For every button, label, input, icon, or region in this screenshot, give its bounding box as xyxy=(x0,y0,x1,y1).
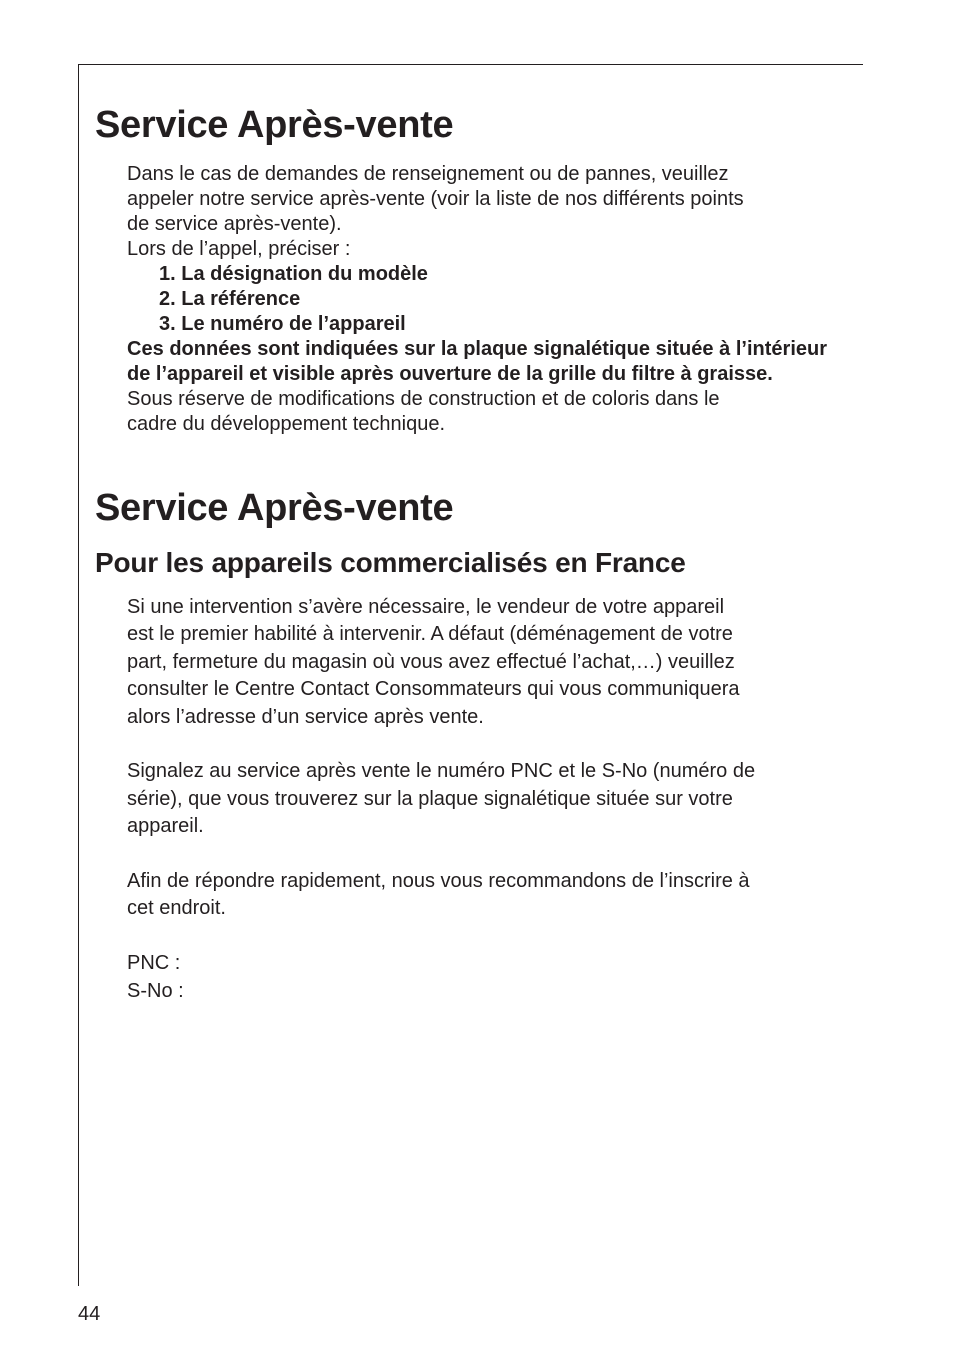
page-number: 44 xyxy=(78,1303,101,1325)
text-line: est le premier habilité à intervenir. A défaut (déménagement de votre xyxy=(127,623,733,646)
page-frame-left-rule xyxy=(78,64,79,1286)
text-line: appareil. xyxy=(127,815,204,838)
section2-subtitle: Pour les appareils commercialisés en France xyxy=(95,547,686,578)
text-line: consulter le Centre Contact Consommateurs qui vous communiquera xyxy=(127,678,740,701)
rating-plate-note: Ces données sont indiquées sur la plaque signalétique située à l’intérieur de l’appareil et visible après ouverture de la grille du filtre à graisse. xyxy=(127,338,827,385)
text-line: cet endroit. xyxy=(127,897,226,920)
text-line: Afin de répondre rapidement, nous vous recommandons de l’inscrire à xyxy=(127,870,750,893)
pnc-label: PNC : xyxy=(127,952,181,975)
intro-line: de service après-vente). xyxy=(127,213,342,235)
info-list xyxy=(127,262,827,337)
paragraph-recommendation xyxy=(127,868,832,923)
paragraph-intervention xyxy=(127,594,832,731)
text-line: part, fermeture du magasin où vous avez effectué l’achat,…) veuillez xyxy=(127,650,735,673)
closing-line: Sous réserve de modifications de construction et de coloris dans le xyxy=(127,388,720,410)
text-line: Si une intervention s’avère nécessaire, le vendeur de votre appareil xyxy=(127,596,725,618)
intro-line: Dans le cas de demandes de renseignement ou de pannes, veuillez xyxy=(127,163,729,185)
section1-body xyxy=(127,162,827,437)
section2-title: Service Après-vente xyxy=(95,487,454,529)
intro-line: Lors de l’appel, préciser : xyxy=(127,238,351,260)
page-frame-top-rule xyxy=(78,64,863,65)
intro-line: appeler notre service après-vente (voir la liste de nos différents points xyxy=(127,188,744,210)
sno-label: S-No : xyxy=(127,979,184,1002)
section2-body xyxy=(127,594,832,1005)
list-item: 1. La désignation du modèle xyxy=(159,263,428,285)
text-line: série), que vous trouverez sur la plaque signalétique située sur votre xyxy=(127,787,733,810)
paragraph-serial-info xyxy=(127,758,832,840)
text-line: Signalez au service après vente le numéro PNC et le S-No (numéro de xyxy=(127,760,756,783)
section1-title: Service Après-vente xyxy=(95,104,454,146)
list-item: 3. Le numéro de l’appareil xyxy=(159,313,406,335)
text-line: alors l’adresse d’un service après vente. xyxy=(127,705,484,728)
list-item: 2. La référence xyxy=(159,288,301,310)
closing-line: cadre du développement technique. xyxy=(127,413,446,435)
